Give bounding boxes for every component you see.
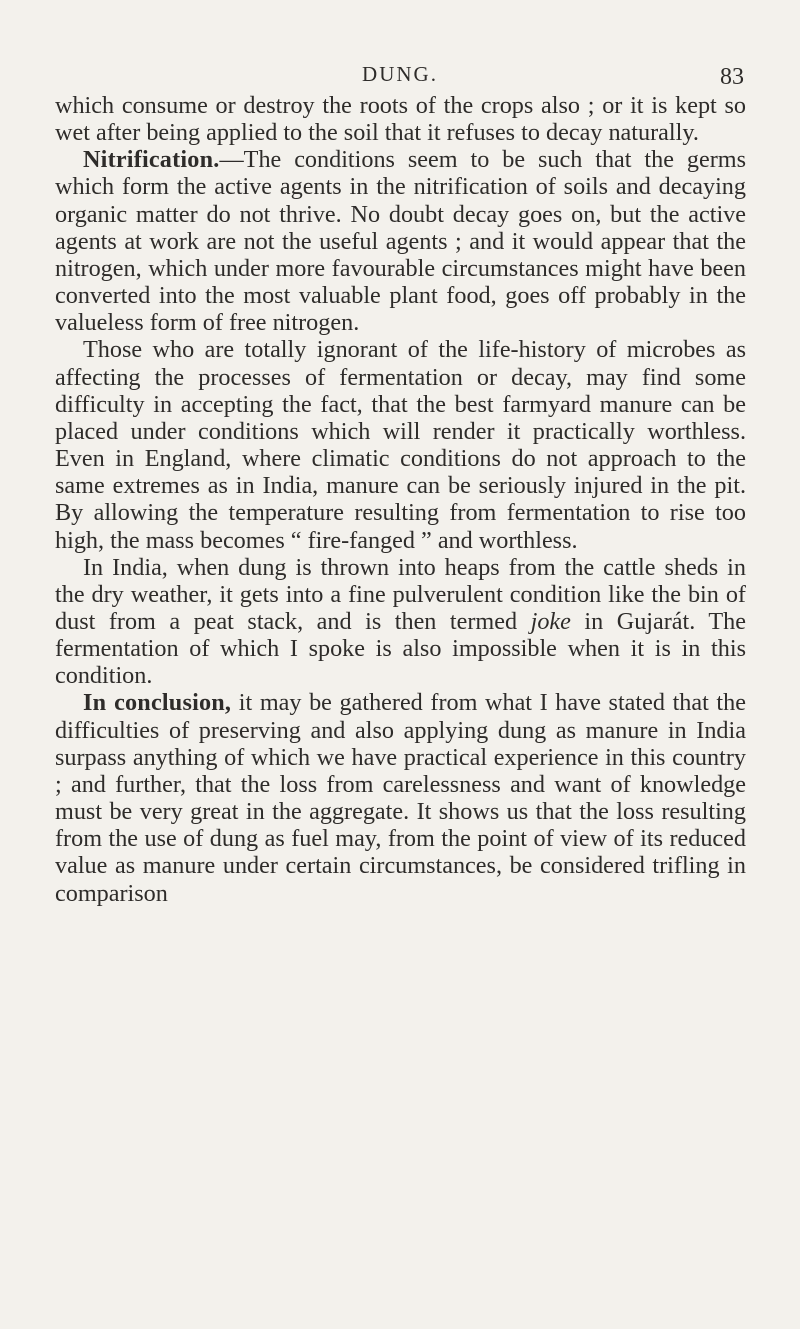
- paragraph-nitrification-text: —The conditions seem to be such that the germs which form the active agents in the nitrification of soils and decaying organic matter do not thrive. No doubt decay goes on, but the active agents at work are not the useful agents ; and it would appear that the nitrogen, which under more favourable circumstances might have been converted into the most valuable plant food, goes off probably in the valueless form of free nitrogen.: [55, 146, 746, 337]
- paragraph-india-text-b: in Gujarát. The fermentation of which I spoke is also impossible when it is in this condition.: [55, 607, 746, 690]
- paragraph-india-text-a: In India, when dung is thrown into heaps from the cattle sheds in the dry weather, it gets into a fine pulverulent condition like the bin of dust from a peat stack, and is then termed: [55, 553, 746, 635]
- body-text: [55, 92, 746, 907]
- paragraph-conclusion: [55, 689, 746, 906]
- running-head: DUNG.: [362, 62, 438, 86]
- paragraph-microbes: Those who are totally ignorant of the life-history of microbes as affecting the processes of fermentation or decay, may find some difficulty in accepting the fact, that the best farmyard manure can be placed under conditions which will render it practically worthless. Even in England, where climatic conditions do not approach to the same extremes as in India, manure can be seriously injured in the pit. By allowing the temperature resulting from fermentation to rise too high, the mass becomes “ fire-fanged ” and worthless.: [55, 336, 746, 554]
- term-joke: joke: [530, 607, 571, 635]
- paragraph-conclusion-text: it may be gathered from what I have stated that the difficulties of preserving and also applying dung as manure in India surpass anything of which we have practical experience in this country ; and further, that the loss from carelessness and want of knowledge must be very great in the aggregate. It shows us that the loss resulting from the use of dung as fuel may, from the point of view of its reduced value as manure under certain circumstances, be considered trifling in comparison: [55, 689, 746, 907]
- page-header: [0, 62, 800, 92]
- paragraph-india: [55, 554, 746, 690]
- run-in-heading-conclusion: In conclusion,: [83, 689, 232, 717]
- paragraph-nitrification: [55, 146, 746, 336]
- paragraph-continued: which consume or destroy the roots of the crops also ; or it is kept so wet after being applied to the soil that it refuses to decay naturally.: [55, 92, 746, 147]
- page-number: 83: [720, 64, 744, 90]
- run-in-heading-nitrification: Nitrification.: [83, 146, 220, 174]
